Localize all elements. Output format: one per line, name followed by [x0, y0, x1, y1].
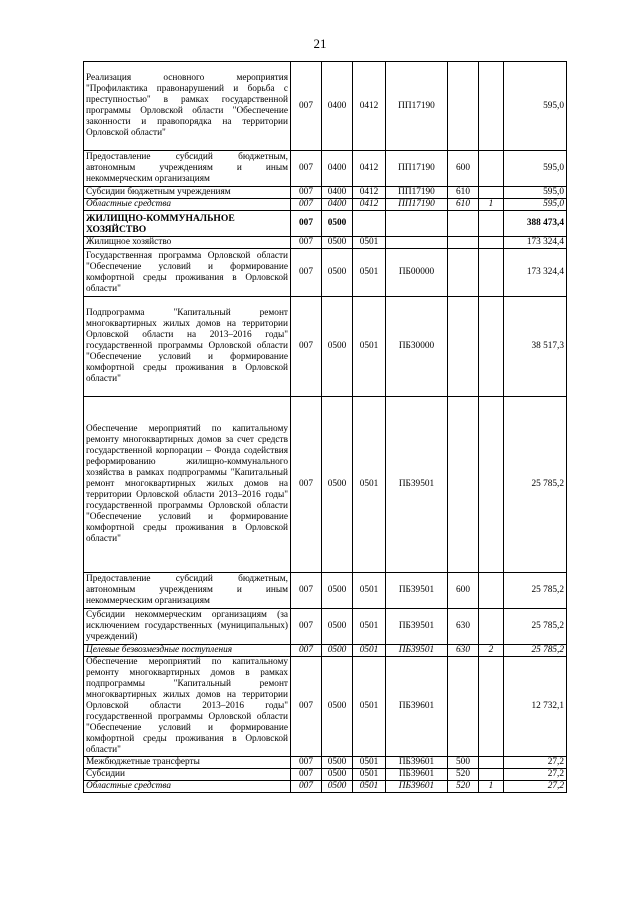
target-article-code: ПБ39601 [386, 769, 448, 781]
ministry-code: 007 [291, 769, 322, 781]
row-description: Областные средства [84, 781, 291, 793]
section-code: 0500 [322, 211, 353, 237]
target-article-code: ПБ00000 [386, 249, 448, 297]
section-code: 0500 [322, 249, 353, 297]
section-code: 0400 [322, 62, 353, 151]
funding-source-code [479, 151, 504, 187]
expense-type-code: 610 [448, 199, 479, 211]
subsection-code: 0501 [353, 657, 386, 757]
expense-type-code: 630 [448, 609, 479, 645]
table-row [84, 297, 567, 397]
expense-type-code [448, 397, 479, 573]
ministry-code: 007 [291, 573, 322, 609]
target-article-code: ПБ39501 [386, 573, 448, 609]
expense-type-code: 610 [448, 187, 479, 199]
expense-type-code [448, 211, 479, 237]
subsection-code [353, 211, 386, 237]
subsection-code: 0501 [353, 757, 386, 769]
subsection-code: 0501 [353, 237, 386, 249]
section-code: 0500 [322, 237, 353, 249]
target-article-code: ПБ39601 [386, 657, 448, 757]
section-code: 0500 [322, 769, 353, 781]
funding-source-code [479, 297, 504, 397]
expense-type-code: 630 [448, 645, 479, 657]
amount: 595,0 [504, 199, 567, 211]
ministry-code: 007 [291, 249, 322, 297]
amount: 173 324,4 [504, 249, 567, 297]
row-description: Обеспечение мероприятий по капитальному ремонту многоквартирных домов в рамках подпрограммы "Капитальный ремонт многоквартирных жилых домов на территории Орловской области 2013–2016 годы" государственной программы Орловской области "Обеспечение условий и формирование комфортной среды проживания в Орловской области" [84, 657, 291, 757]
ministry-code: 007 [291, 199, 322, 211]
funding-source-code [479, 249, 504, 297]
expense-type-code: 600 [448, 151, 479, 187]
table-row [84, 397, 567, 573]
page-number: 21 [313, 36, 327, 51]
section-code: 0500 [322, 645, 353, 657]
section-code: 0400 [322, 199, 353, 211]
amount: 388 473,4 [504, 211, 567, 237]
table-row [84, 249, 567, 297]
section-code: 0500 [322, 757, 353, 769]
subsection-code: 0501 [353, 609, 386, 645]
expense-type-code: 520 [448, 781, 479, 793]
section-code: 0500 [322, 781, 353, 793]
amount: 25 785,2 [504, 397, 567, 573]
amount: 27,2 [504, 769, 567, 781]
table-row [84, 573, 567, 609]
subsection-code: 0412 [353, 199, 386, 211]
amount: 25 785,2 [504, 645, 567, 657]
table-row [84, 199, 567, 211]
expense-type-code [448, 297, 479, 397]
expense-type-code: 520 [448, 769, 479, 781]
amount: 173 324,4 [504, 237, 567, 249]
table-row [84, 211, 567, 237]
table-row [84, 62, 567, 151]
target-article-code [386, 237, 448, 249]
funding-source-code [479, 187, 504, 199]
row-description: Субсидии бюджетным учреждениям [84, 187, 291, 199]
amount: 38 517,3 [504, 297, 567, 397]
table-row [84, 645, 567, 657]
ministry-code: 007 [291, 211, 322, 237]
table-row [84, 187, 567, 199]
row-description: Подпрограмма "Капитальный ремонт многоквартирных жилых домов на территории Орловской области на 2013–2016 годы" государственной программы Орловской области "Обеспечение условий и формирование комфортной среды проживания в Орловской области" [84, 297, 291, 397]
amount: 25 785,2 [504, 573, 567, 609]
ministry-code: 007 [291, 781, 322, 793]
ministry-code: 007 [291, 187, 322, 199]
table-row [84, 609, 567, 645]
section-code: 0500 [322, 397, 353, 573]
table-row [84, 769, 567, 781]
subsection-code: 0501 [353, 769, 386, 781]
row-description: Обеспечение мероприятий по капитальному ремонту многоквартирных домов за счет средств государственной корпорации – Фонда содействия реформированию жилищно-коммунального хозяйства в рамках подпрограммы "Капитальный ремонт многоквартирных жилых домов на территории Орловской области 2013–2016 годы" государственной программы Орловской области "Обеспечение условий и формирование комфортной среды проживания в Орловской области" [84, 397, 291, 573]
subsection-code: 0501 [353, 397, 386, 573]
subsection-code: 0501 [353, 645, 386, 657]
funding-source-code [479, 657, 504, 757]
funding-source-code [479, 62, 504, 151]
target-article-code: ПБ39501 [386, 609, 448, 645]
subsection-code: 0412 [353, 151, 386, 187]
expense-type-code [448, 62, 479, 151]
section-code: 0500 [322, 657, 353, 757]
section-code: 0500 [322, 609, 353, 645]
row-description: Субсидии некоммерческим организациям (за исключением государственных (муниципальных) учреждений) [84, 609, 291, 645]
amount: 27,2 [504, 757, 567, 769]
funding-source-code [479, 573, 504, 609]
funding-source-code [479, 397, 504, 573]
amount: 25 785,2 [504, 609, 567, 645]
ministry-code: 007 [291, 657, 322, 757]
expense-type-code [448, 237, 479, 249]
target-article-code: ПП17190 [386, 199, 448, 211]
subsection-code: 0412 [353, 62, 386, 151]
table-row [84, 237, 567, 249]
row-description: ЖИЛИЩНО-КОММУНАЛЬНОЕ ХОЗЯЙСТВО [84, 211, 291, 237]
subsection-code: 0412 [353, 187, 386, 199]
expense-type-code: 600 [448, 573, 479, 609]
amount: 12 732,1 [504, 657, 567, 757]
funding-source-code: 2 [479, 645, 504, 657]
expense-type-code [448, 249, 479, 297]
section-code: 0400 [322, 151, 353, 187]
funding-source-code [479, 769, 504, 781]
funding-source-code: 1 [479, 781, 504, 793]
funding-source-code [479, 237, 504, 249]
section-code: 0500 [322, 573, 353, 609]
ministry-code: 007 [291, 645, 322, 657]
ministry-code: 007 [291, 297, 322, 397]
target-article-code: ПП17190 [386, 62, 448, 151]
target-article-code: ПБ39601 [386, 781, 448, 793]
funding-source-code [479, 757, 504, 769]
ministry-code: 007 [291, 397, 322, 573]
funding-source-code: 1 [479, 199, 504, 211]
expense-type-code [448, 657, 479, 757]
table-row [84, 781, 567, 793]
amount: 595,0 [504, 187, 567, 199]
ministry-code: 007 [291, 151, 322, 187]
target-article-code: ПБ30000 [386, 297, 448, 397]
table-row [84, 657, 567, 757]
subsection-code: 0501 [353, 297, 386, 397]
subsection-code: 0501 [353, 573, 386, 609]
ministry-code: 007 [291, 757, 322, 769]
row-description: Жилищное хозяйство [84, 237, 291, 249]
target-article-code [386, 211, 448, 237]
amount: 595,0 [504, 151, 567, 187]
table-row [84, 757, 567, 769]
ministry-code: 007 [291, 62, 322, 151]
funding-source-code [479, 211, 504, 237]
row-description: Целевые безвозмездные поступления [84, 645, 291, 657]
ministry-code: 007 [291, 609, 322, 645]
row-description: Областные средства [84, 199, 291, 211]
target-article-code: ПБ39601 [386, 757, 448, 769]
row-description: Субсидии [84, 769, 291, 781]
row-description: Предоставление субсидий бюджетным, автономным учреждениям и иным некоммерческим организациям [84, 573, 291, 609]
target-article-code: ПП17190 [386, 187, 448, 199]
amount: 595,0 [504, 62, 567, 151]
expense-type-code: 500 [448, 757, 479, 769]
row-description: Межбюджетные трансферты [84, 757, 291, 769]
target-article-code: ПБ39501 [386, 645, 448, 657]
row-description: Предоставление субсидий бюджетным, автономным учреждениям и иным некоммерческим организациям [84, 151, 291, 187]
subsection-code: 0501 [353, 249, 386, 297]
row-description: Государственная программа Орловской области "Обеспечение условий и формирование комфортной среды проживания в Орловской области" [84, 249, 291, 297]
subsection-code: 0501 [353, 781, 386, 793]
ministry-code: 007 [291, 237, 322, 249]
target-article-code: ПБ39501 [386, 397, 448, 573]
amount: 27,2 [504, 781, 567, 793]
budget-table-body [84, 62, 567, 793]
section-code: 0500 [322, 297, 353, 397]
budget-table [83, 61, 567, 793]
row-description: Реализация основного мероприятия "Профилактика правонарушений и борьба с преступностью" в рамках государственной программы Орловской области "Обеспечение законности и правопорядка на территории Орловской области" [84, 62, 291, 151]
target-article-code: ПП17190 [386, 151, 448, 187]
table-row [84, 151, 567, 187]
section-code: 0400 [322, 187, 353, 199]
funding-source-code [479, 609, 504, 645]
